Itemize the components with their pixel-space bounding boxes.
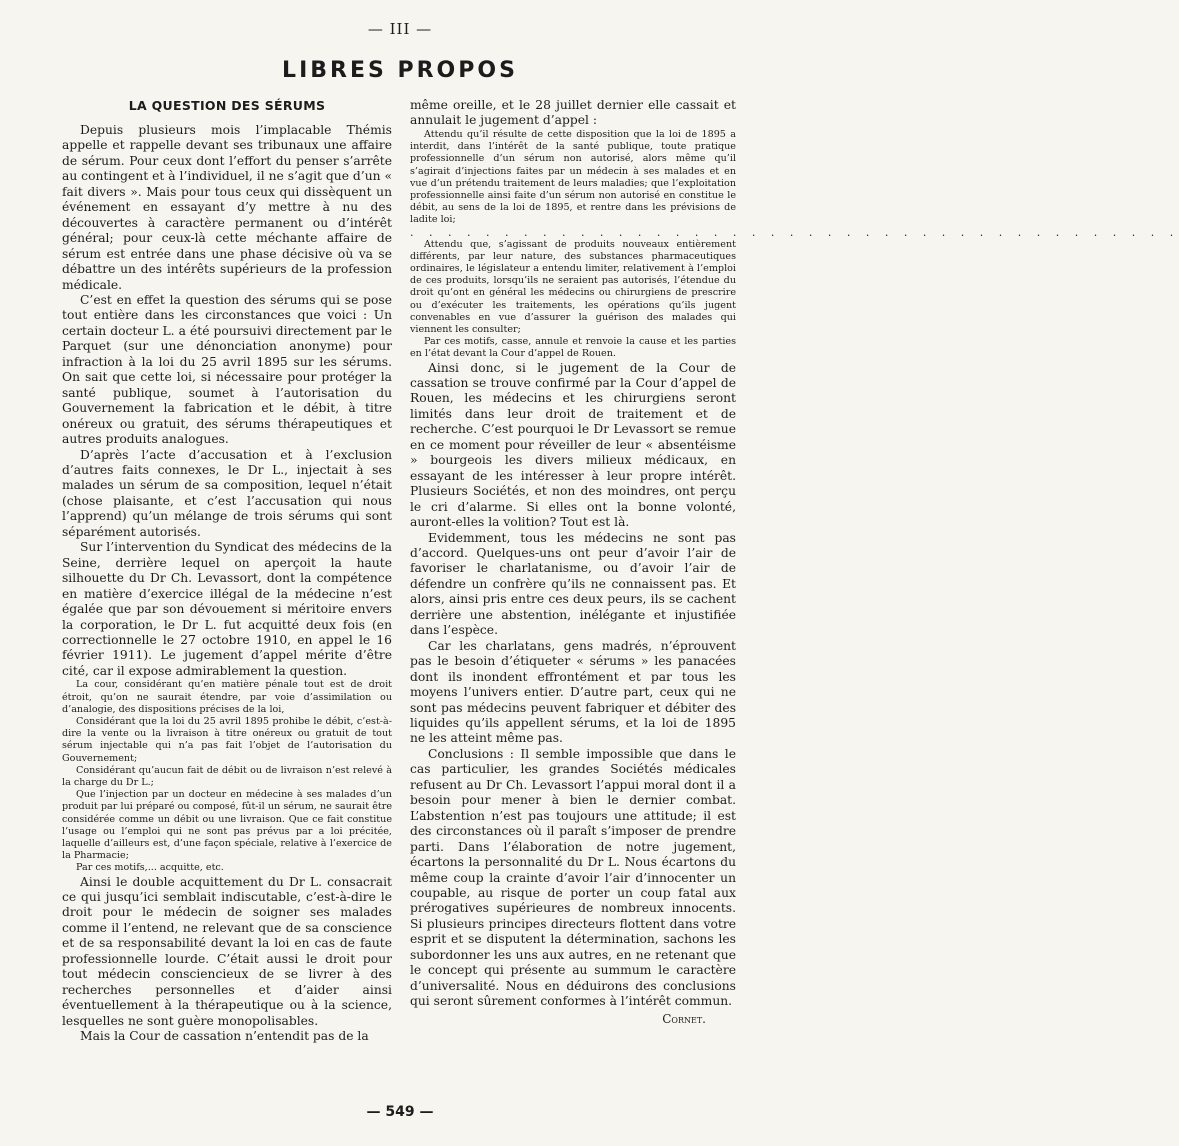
article-title: LA QUESTION DES SÉRUMS xyxy=(128,98,326,113)
paragraph: Ainsi le double acquittement du Dr L. consacrait ce qui jusqu’ici semblait indiscutable, c’est-à-dire le droit pour le médecin de soigner ses malades comme il l’entend, ne relevant que de sa conscience et de sa responsabilité devant la loi en cas de faute professionnelle lourde. C’était aussi le droit pour tout médecin consciencieux de se livrer à des recherches personnelles et d’aider ainsi éventuellement à la thérapeutique ou à la science, lesquelles ne sont guère monopolisables. xyxy=(62,874,392,1028)
paragraph: Conclusions : Il semble impossible que dans le cas particulier, les grandes Sociétés médicales refusent au Dr Ch. Levassort l’appui moral dont il a besoin pour mener à bien le dernier combat. L’abstention n’est pas toujours une attitude; il est des circonstances où il paraît s’imposer de prendre parti. Dans l’élaboration de notre jugement, écartons la personnalité du Dr L. Nous écartons du même coup la crainte d’avoir l’air d’innocenter un coupable, au risque de porter un coup fatal aux prérogatives supérieures de nombreux innocents. Si plusieurs principes directeurs flottent dans votre esprit et se disputent la détermination, sachons les subordonner les uns aux autres, en ne retenant que le concept qui présente au summum le caractère d’universalité. Nous en déduirons des conclusions qui seront sûrement conformes à l’intérêt commun. xyxy=(410,746,736,1009)
column-heading: LIBRES PROPOS xyxy=(282,58,518,83)
paragraph: Car les charlatans, gens madrés, n’éprouvent pas le besoin d’étiqueter « sérums » les panacées dont ils inondent effrontément et par tous les moyens l’univers entier. D’autre part, ceux qui ne sont pas médecins peuvent fabriquer et débiter des liquides qu’ils appellent sérums, et la loi de 1895 ne les atteint même pas. xyxy=(410,638,736,746)
quote-paragraph: Considérant qu’aucun fait de débit ou de livraison n’est relevé à la charge du Dr L.; xyxy=(62,764,392,788)
quote-paragraph: Que l’injection par un docteur en médecine à ses malades d’un produit par lui préparé ou composé, fût-il un sérum, ne saurait être considérée comme un débit ou une livraison. Que ce fait constitue l’usage ou l’emploi qui ne sont pas prévus par a loi précitée, laquelle d’ailleurs est, d’une façon spéciale, relative à l’exercice de la Pharmacie; xyxy=(62,789,392,862)
quote-paragraph: Attendu qu’il résulte de cette disposition que la loi de 1895 a interdit, dans l’intérêt de la santé publique, toute pratique professionnelle d’un sérum non autorisé, alors même qu’il s’agirait d’injections faites par un médecin à ses malades et en vue d’un prétendu traitement de leurs maladies; que l’exploitation professionnelle ainsi faite d’un sérum non autorisé en constitue le débit, au sens de la loi de 1895, et rentre dans les prévisions de ladite loi; xyxy=(410,128,736,226)
left-column xyxy=(62,98,392,1045)
paragraph: même oreille, et le 28 juillet dernier elle cassait et annulait le jugement d’appel : xyxy=(410,98,736,128)
ellipsis-line: . . . . . . . . . . . . . . . . . . . . . . . . . . . . . . . . . . . . . . . . . xyxy=(410,225,1179,239)
quote-paragraph: Attendu que, s’agissant de produits nouveaux entièrement différents, par leur nature, des substances pharmaceutiques ordinaires, le législateur a entendu limiter, relativement à l’emploi de ces produits, lorsqu’ils ne seraient pas autorisés, l’étendue du droit qu’ont en général les médecins ou chirurgiens de prescrire ou d’exécuter les traitements, les opérations qu’ils jugent convenables en vue d’assurer la guérison des malades qui viennent les consulter; xyxy=(410,238,736,335)
paragraph: Evidemment, tous les médecins ne sont pas d’accord. Quelques-uns ont peur d’avoir l’air de favoriser le charlatanisme, ou d’avoir l’air de défendre un confrère qu’ils ne connaissent pas. Et alors, ainsi pris entre ces deux peurs, ils se cachent derrière une abstention, inélégante et injustifiée dans l’espèce. xyxy=(410,530,736,638)
cassation-quote xyxy=(410,128,1179,361)
paragraph: Mais la Cour de cassation n’entendit pas de la xyxy=(80,1029,369,1044)
roman-folio: — III — xyxy=(367,20,433,38)
paragraph: Ainsi donc, si le jugement de la Cour de cassation se trouve confirmé par la Cour d’appel de Rouen, les médecins et les chirurgiens seront limités dans leur droit de traitement et de recherche. C’est pourquoi le Dr Levassort se remue en ce moment pour réveiller de leur « absentéisme » bourgeois les divers milieux médicaux, en essayant de les intéresser à leur propre intérêt. Plusieurs Sociétés, et non des moindres, ont perçu le cri d’alarme. Si elles ont la bonne volonté, auront-elles la volition? Tout est là. xyxy=(410,360,736,530)
quote-paragraph: Par ces motifs, casse, annule et renvoie la cause et les parties en l’état devant la Cour d’appel de Rouen. xyxy=(410,336,736,360)
quote-paragraph: Par ces motifs,... acquitte, etc. xyxy=(76,862,224,874)
paragraph: D’après l’acte d’accusation et à l’exclusion d’autres faits connexes, le Dr L., injectait à ses malades un sérum de sa composition, lequel n’était (chose plaisante, et c’est l’accusation qui nous l’apprend) qu’un mélange de trois sérums qui sont séparément autorisés. xyxy=(62,447,392,539)
quote-paragraph: La cour, considérant qu’en matière pénale tout est de droit étroit, qu’on ne saurait étendre, par voie d’assimilation ou d’analogie, des dispositions précises de la loi, xyxy=(62,679,392,715)
right-column xyxy=(410,98,1179,1027)
paragraph: Depuis plusieurs mois l’implacable Thémis appelle et rappelle devant ses tribunaux une affaire de sérum. Pour ceux dont l’effort du penser s’arrête au contingent et à l’individuel, il ne s’agit que d’un « fait divers ». Mais pour tous ceux qui dissèquent un événement en essayant d’y mettre à nu des découvertes à caractère permanent ou d’intérêt général; pour ceux-là cette méchante affaire de sérum est entrée dans une phase décisive où va se débattre un des intérêts supérieurs de la profession médicale. xyxy=(62,123,392,292)
quote-paragraph: Considérant que la loi du 25 avril 1895 prohibe le débit, c’est-à-dire la vente ou la livraison à titre onéreux ou gratuit de tout sérum injectable qui n’a pas fait l’objet de l’autorisation du Gouvernement; xyxy=(62,715,392,764)
court-ruling-quote xyxy=(62,679,392,874)
paragraph: Sur l’intervention du Syndicat des médecins de la Seine, derrière lequel on aperçoit la haute silhouette du Dr Ch. Levassort, dont la compétence en matière d’exercice illégal de la médecine n’est égalée que par son dévouement si méritoire envers la corporation, le Dr L. fut acquitté deux fois (en correctionnelle le 27 octobre 1910, en appel le 16 février 1911). Le jugement d’appel mérite d’être cité, car il expose admirablement la question. xyxy=(62,540,392,678)
page-number: — 549 — xyxy=(366,1104,434,1120)
author-signature: Cornet. xyxy=(662,1011,706,1026)
paragraph: C’est en effet la question des sérums qui se pose tout entière dans les circonstances que voici : Un certain docteur L. a été poursuivi directement par le Parquet (sur une dénonciation anonyme) pour infraction à la loi du 25 avril 1895 sur les sérums. On sait que cette loi, si nécessaire pour protéger la santé publique, soumet à l’autorisation du Gouvernement la fabrication et le débit, à titre onéreux ou gratuit, des sérums thérapeutiques et autres produits analogues. xyxy=(62,292,392,447)
